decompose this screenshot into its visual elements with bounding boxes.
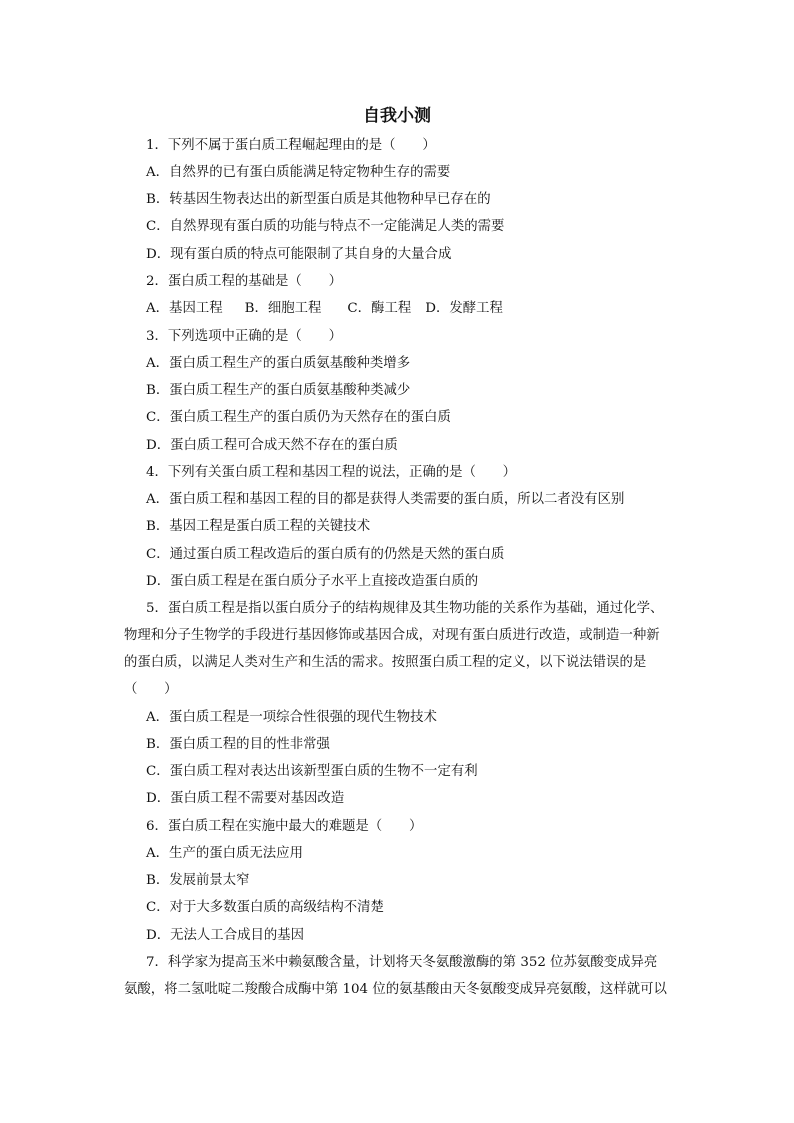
q6-option-c: C．对于大多数蛋白质的高级结构不清楚 [146,900,384,915]
q1-option-c: C．自然界现有蛋白质的功能与特点不一定能满足人类的需要 [146,219,505,234]
q4-option-a: A．蛋白质工程和基因工程的目的都是获得人类需要的蛋白质，所以二者没有区别 [146,492,625,507]
q5-stem-line: 物理和分子生物学的手段进行基因修饰或基因合成，对现有蛋白质进行改造，或制造一种新 [124,628,660,643]
q5-option-a: A．蛋白质工程是一项综合性很强的现代生物技术 [146,710,437,725]
q3-option-b: B．蛋白质工程生产的蛋白质氨基酸种类减少 [146,383,411,398]
q5-stem-line: 的蛋白质，以满足人类对生产和生活的需求。按照蛋白质工程的定义，以下说法错误的是 [124,655,647,670]
q2-option-d: D．发酵工程 [425,301,503,316]
q4-option-b: B．基因工程是蛋白质工程的关键技术 [146,519,371,534]
q7-stem-line: 7．科学家为提高玉米中赖氨酸含量，计划将天冬氨酸激酶的第 352 位苏氨酸变成异亮 [146,955,658,970]
q2-option-b: B．细胞工程 [244,301,322,316]
q6-stem: 6．蛋白质工程在实施中最大的难题是（ ） [146,819,423,834]
q2-option-a: A．基因工程 [146,301,223,316]
q1-stem: 1．下列不属于蛋白质工程崛起理由的是（ ） [146,138,436,153]
q1-option-d: D．现有蛋白质的特点可能限制了其自身的大量合成 [146,247,452,262]
q6-option-b: B．发展前景太窄 [146,873,250,888]
q5-option-d: D．蛋白质工程不需要对基因改造 [146,791,345,806]
q6-option-a: A．生产的蛋白质无法应用 [146,846,303,861]
q1-option-a: A．自然界的已有蛋白质能满足特定物种生存的需要 [146,165,451,180]
q5-stem-line: 5．蛋白质工程是指以蛋白质分子的结构规律及其生物功能的关系作为基础，通过化学、 [146,601,664,616]
q3-stem: 3．下列选项中正确的是（ ） [146,329,342,344]
q4-option-c: C．通过蛋白质工程改造后的蛋白质有的仍然是天然的蛋白质 [146,547,505,562]
q2-option-c: C．酶工程 [347,301,412,316]
q5-option-c: C．蛋白质工程对表达出该新型蛋白质的生物不一定有利 [146,764,478,779]
q1-option-b: B．转基因生物表达出的新型蛋白质是其他物种早已存在的 [146,192,491,207]
q5-stem-line: （ ） [124,682,178,697]
page-title: 自我小测 [363,106,431,126]
q3-option-d: D．蛋白质工程可合成天然不存在的蛋白质 [146,438,398,453]
q3-option-c: C．蛋白质工程生产的蛋白质仍为天然存在的蛋白质 [146,410,451,425]
q6-option-d: D．无法人工合成目的基因 [146,928,305,943]
q5-option-b: B．蛋白质工程的目的性非常强 [146,737,330,752]
q4-stem: 4．下列有关蛋白质工程和基因工程的说法，正确的是（ ） [146,465,517,480]
q7-stem-line: 氨酸，将二氢吡啶二羧酸合成酶中第 104 位的氨基酸由天冬氨酸变成异亮氨酸，这样就可以 [124,982,667,997]
q3-option-a: A．蛋白质工程生产的蛋白质氨基酸种类增多 [146,356,411,371]
q4-option-d: D．蛋白质工程是在蛋白质分子水平上直接改造蛋白质的 [146,574,479,589]
q2-options-row [146,299,503,319]
q2-stem: 2．蛋白质工程的基础是（ ） [146,274,342,289]
